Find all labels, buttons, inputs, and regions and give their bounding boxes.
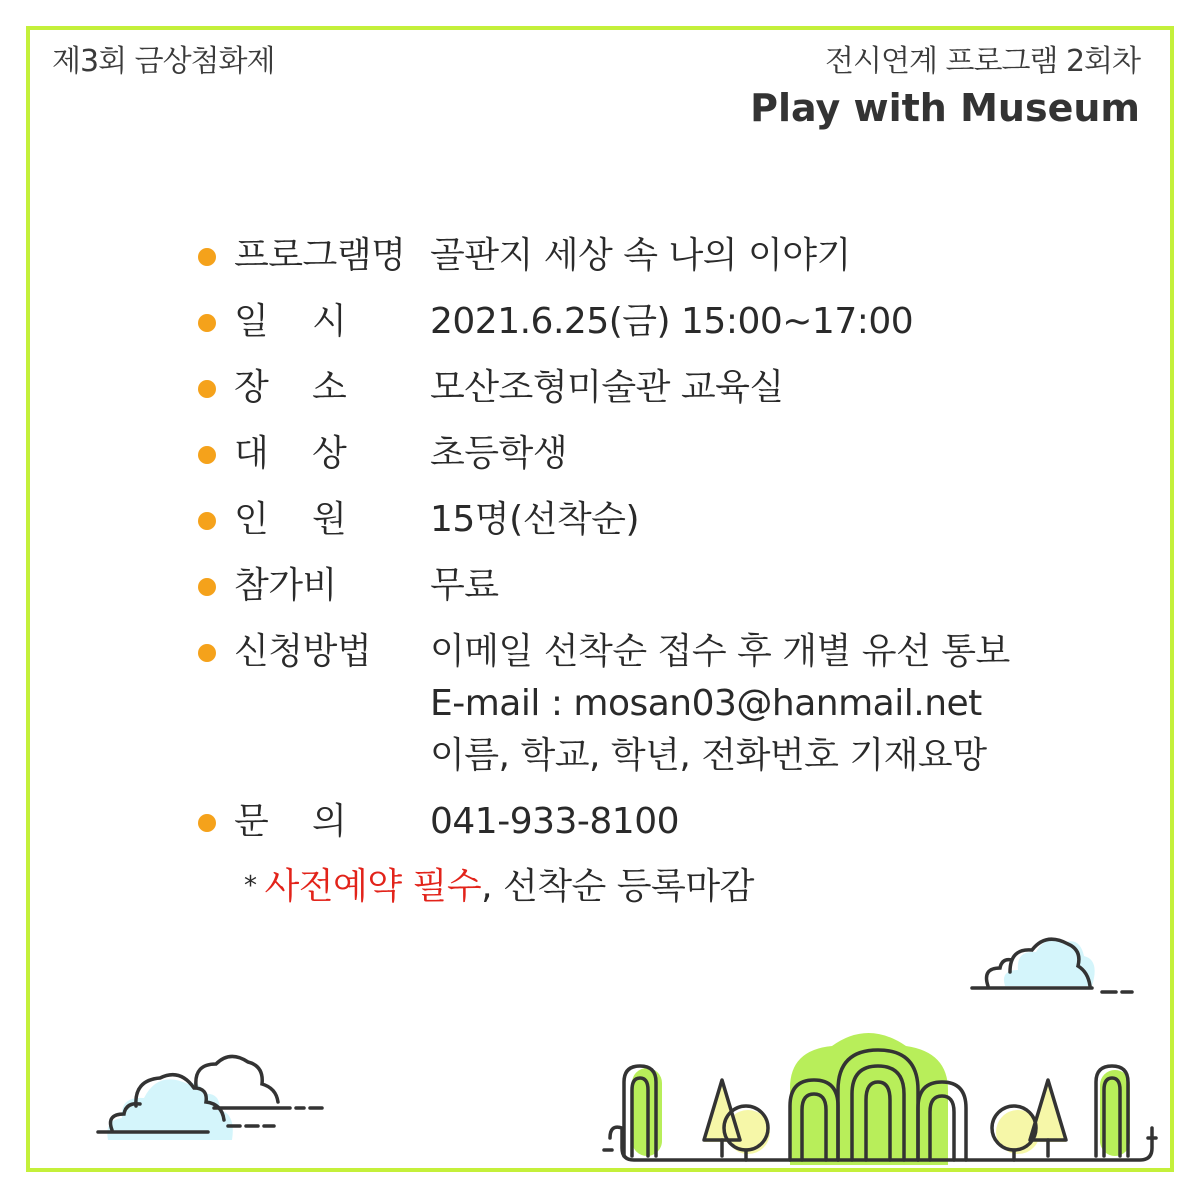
info-value bbox=[430, 494, 1058, 546]
info-label: 문 의 bbox=[234, 801, 347, 842]
phone-number[interactable]: 041-933-8100 bbox=[430, 801, 680, 842]
program-title: Play with Museum bbox=[750, 86, 1140, 130]
info-row-place bbox=[198, 362, 1058, 414]
info-list bbox=[198, 230, 1058, 862]
info-value-line: 15명(선착순) bbox=[430, 499, 640, 540]
info-value bbox=[430, 560, 1058, 612]
info-row-program bbox=[198, 230, 1058, 282]
asterisk: * bbox=[244, 871, 257, 901]
cloud-icon bbox=[90, 1040, 340, 1150]
bullet-dot bbox=[198, 512, 216, 530]
info-value bbox=[430, 296, 1058, 348]
info-label: 대 상 bbox=[234, 433, 347, 474]
note-rest: , 선착순 등록마감 bbox=[481, 866, 754, 907]
info-label: 인 원 bbox=[234, 499, 347, 540]
info-label: 일 시 bbox=[234, 301, 347, 342]
info-row-apply bbox=[198, 626, 1058, 782]
info-value bbox=[430, 796, 1058, 848]
info-value-line: 2021.6.25(금) 15:00~17:00 bbox=[430, 301, 914, 342]
info-value-line: 이메일 선착순 접수 후 개별 유선 통보 bbox=[430, 631, 1010, 672]
info-value-line: 골판지 세상 속 나의 이야기 bbox=[430, 235, 851, 276]
event-name: 제3회 금상첨화제 bbox=[52, 44, 275, 79]
bullet-dot bbox=[198, 578, 216, 596]
info-value-line: 모산조형미술관 교육실 bbox=[430, 367, 784, 408]
info-row-contact bbox=[198, 796, 1058, 848]
info-value-line: 무료 bbox=[430, 565, 499, 606]
bullet-dot bbox=[198, 644, 216, 662]
info-label: 신청방법 bbox=[234, 631, 372, 672]
reservation-note bbox=[244, 860, 754, 913]
bullet-dot bbox=[198, 446, 216, 464]
info-value bbox=[430, 362, 1058, 414]
info-label: 참가비 bbox=[234, 565, 337, 606]
trees-illustration bbox=[600, 1020, 1160, 1170]
info-label: 프로그램명 bbox=[234, 235, 406, 276]
bullet-dot bbox=[198, 314, 216, 332]
info-row-target bbox=[198, 428, 1058, 480]
bullet-dot bbox=[198, 380, 216, 398]
bullet-dot bbox=[198, 248, 216, 266]
program-header bbox=[750, 36, 1140, 130]
info-row-capacity bbox=[198, 494, 1058, 546]
email-address[interactable]: E-mail : mosan03@hanmail.net bbox=[430, 683, 982, 724]
cloud-icon bbox=[960, 920, 1140, 1010]
note-highlight: 사전예약 필수 bbox=[264, 866, 482, 907]
info-value-line: 초등학생 bbox=[430, 433, 568, 474]
info-value-line: 이름, 학교, 학년, 전화번호 기재요망 bbox=[430, 735, 987, 776]
info-row-fee bbox=[198, 560, 1058, 612]
info-row-datetime bbox=[198, 296, 1058, 348]
info-value bbox=[430, 626, 1058, 782]
program-subtitle: 전시연계 프로그램 2회차 bbox=[825, 44, 1140, 79]
info-value bbox=[430, 230, 1058, 282]
info-label: 장 소 bbox=[234, 367, 347, 408]
info-value bbox=[430, 428, 1058, 480]
bullet-dot bbox=[198, 814, 216, 832]
